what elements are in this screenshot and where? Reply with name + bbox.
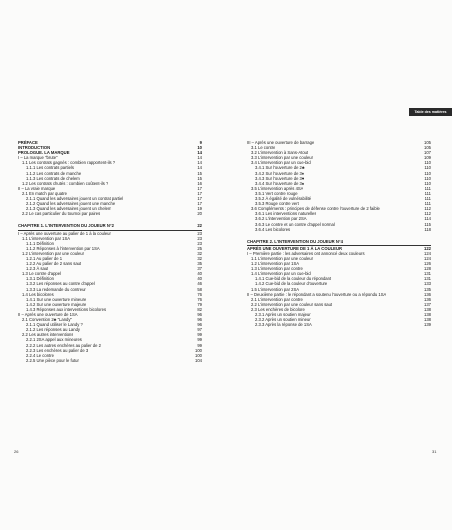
toc-entry-page: 124 <box>424 255 431 261</box>
toc-entry-page: 105 <box>424 145 431 151</box>
toc-entry-page: 22 <box>197 223 202 229</box>
toc-entry <box>18 223 202 228</box>
toc-entry-page: 112 <box>424 211 431 217</box>
toc-entry-page: 97 <box>197 327 202 333</box>
toc-entry-title: 2.3.2 Après un soutien mineur <box>255 317 311 323</box>
toc-entry <box>247 239 431 244</box>
toc-entry-page: 111 <box>424 196 431 202</box>
toc-entry-page: 96 <box>197 312 202 317</box>
toc-entry-page: 15 <box>197 170 202 176</box>
toc-entry-title: CHAPITRE 2. L'INTERVENTION DU JOUEUR N°4 <box>247 238 343 244</box>
toc-entry-page: 118 <box>424 226 431 232</box>
toc-entry-title: 1.4.1 Cue-bid de la couleur du répondant <box>255 276 332 282</box>
toc-entry-page: 110 <box>424 165 431 171</box>
toc-entry-page: 115 <box>424 221 431 227</box>
toc-entry-title: 1.1.2 Réponses à l'intervention par 1SA <box>26 245 100 251</box>
toc-entry-title: PRÉFACE <box>18 140 38 145</box>
toc-left-column <box>18 140 202 363</box>
toc-entry-title: 1.5 L'intervention par 2SA <box>251 286 300 292</box>
toc-entry-title: II – La vraie marque <box>18 185 56 191</box>
toc-entry-title: 2.1.2 Les réponses au Landy <box>26 327 81 333</box>
toc-entry-title: 3.4.2 Sur l'ouverture de 3♦ <box>255 170 305 176</box>
toc-entry-page: 138 <box>424 312 431 317</box>
toc-entry-page: 76 <box>197 296 202 302</box>
toc-entry-page: 122 <box>424 245 431 251</box>
toc-entry-title: 3.3 L'intervention par une couleur <box>251 155 314 161</box>
toc-entry-page: 23 <box>197 230 202 236</box>
toc-entry-page: 139 <box>424 322 431 328</box>
toc-entry-page: 110 <box>424 170 431 176</box>
toc-entry-title: 1.4 L'intervention par un cue-bid <box>251 271 311 277</box>
toc-entry-page: 40 <box>197 271 202 277</box>
toc-entry-page: 124 <box>424 250 431 256</box>
toc-entry-page: 25 <box>197 245 202 251</box>
toc-entry-title: 3.6.3 Le contre et un contre d'appel normal <box>255 221 335 227</box>
toc-entry-title: 3.6.2 L'intervention par 2SA <box>255 216 307 222</box>
toc-entry-title: I – Première partie : les adversaires ont annoncé deux couleurs <box>247 250 365 256</box>
toc-entry-title: 2.1.2 Quand les adversaires jouent une manche <box>26 201 116 207</box>
toc-entry-page: 111 <box>424 201 431 207</box>
toc-entry-title: 1.1 Les contrats gagnés : combien rapportent-ils ? <box>22 160 116 166</box>
toc-entry-title: 2.1.1 Quand utiliser le Landy ? <box>26 322 83 328</box>
toc-entry-page: 126 <box>424 261 431 267</box>
section-tab: Table des matières <box>409 108 452 116</box>
toc-entry-title: 3.5 L'intervention après 4SA <box>251 185 304 191</box>
toc-entry-title: 2.1 En match par quatre <box>22 190 67 196</box>
toc-entry-page: 23 <box>197 235 202 241</box>
toc-entry-title: 1.1.1 Les contrats partiels <box>26 165 74 171</box>
toc-entry-page: 20 <box>197 211 202 217</box>
toc-entry-title: 1.1 L'intervention par une couleur <box>251 255 314 261</box>
toc-entry-title: 1.1 L'intervention par 1SA <box>22 235 71 241</box>
toc-entry-page: 79 <box>197 301 202 307</box>
toc-entry-title: 2.2.1 2SA appel aux mineures <box>26 337 82 343</box>
toc-entry-title: 1.2 Les contrats chutés : combien coûtent-ils ? <box>22 180 109 186</box>
toc-entry <box>18 358 202 363</box>
toc-entry-title: 2.2 Le cas particulier du tournoi par paires <box>22 211 101 217</box>
toc-entry-title: 1.1.1 Définition <box>26 240 54 246</box>
toc-entry-page: 133 <box>424 281 431 287</box>
toc-entry-page: 112 <box>424 206 431 212</box>
toc-entry-title: 1.4.2 Sur une ouverture majeure <box>26 301 87 307</box>
toc-entry-page: 99 <box>197 337 202 343</box>
toc-entry-page: 40 <box>197 276 202 282</box>
toc-entry-title: APRÈS UNE OUVERTURE DE 1 À LA COULEUR <box>247 245 343 251</box>
toc-entry-page: 111 <box>424 185 431 191</box>
toc-entry-page: 136 <box>424 296 431 302</box>
toc-entry-title: 2.2.3 Les enchères au palier de 3 <box>26 347 89 353</box>
toc-entry-title: 1.2.1 Au palier de 1 <box>26 255 63 261</box>
toc-entry-page: 128 <box>424 266 431 272</box>
toc-entry-title: 3.5.3 Rouge contre vert <box>255 201 299 207</box>
toc-entry-page: 105 <box>424 140 431 145</box>
toc-entry-title: 1.1.3 Les contrats de chelem <box>26 175 80 181</box>
toc-entry-page: 138 <box>424 317 431 323</box>
toc-entry-page: 135 <box>424 286 431 292</box>
toc-entry-page: 110 <box>424 160 431 166</box>
toc-entry-title: I – Après une ouverture au palier de 1 à la couleur <box>18 230 111 236</box>
toc-entry-title: 3.1 Le contre <box>251 145 276 151</box>
toc-entry-title: CHAPITRE 1. L'INTERVENTION DU JOUEUR N°2 <box>18 223 114 229</box>
toc-entry-title: 3.5.2 À égalité de vulnérabilité <box>255 196 312 202</box>
toc-entry-page: 17 <box>197 185 202 191</box>
toc-entry-page: 35 <box>197 261 202 267</box>
toc-entry-page: 17 <box>197 190 202 196</box>
toc-entry-page: 17 <box>197 201 202 207</box>
toc-entry-title: 3.4 L'intervention par un cue-bid <box>251 160 311 166</box>
toc-entry-title: 1.2.2 Au palier de 2 sans saut <box>26 261 82 267</box>
toc-entry-page: 14 <box>197 165 202 171</box>
toc-entry-page: 14 <box>197 160 202 166</box>
toc-entry-page: 23 <box>197 240 202 246</box>
toc-entry-title: 3.6.1 Les interventions naturelles <box>255 211 317 217</box>
toc-entry-title: 3.2 L'intervention à Sans-Atout <box>251 150 309 156</box>
toc-entry-title: 3.6 Compléments : principes de défense contre l'ouverture de 2 faible <box>251 206 380 212</box>
toc-entry-title: 3.4.3 Sur l'ouverture de 3♥ <box>255 175 305 181</box>
toc-entry-title: 2.2.5 Une pièce pour le futur <box>26 357 79 363</box>
toc-entry-page: 136 <box>424 291 431 297</box>
toc-entry-page: 110 <box>424 180 431 186</box>
toc-entry-title: 1.3.1 Définition <box>26 276 54 282</box>
toc-entry-title: 2.2 L'intervention par une couleur sans saut <box>251 301 333 307</box>
toc-entry-page: 96 <box>197 322 202 328</box>
toc-entry-page: 137 <box>424 301 431 307</box>
toc-entry-page: 109 <box>424 155 431 161</box>
toc-entry-title: 2.3 Les enchères de bicolore <box>251 306 305 312</box>
toc-entry-title: INTRODUCTION <box>18 145 51 151</box>
toc-entry-title: 2.2.4 Le contre <box>26 352 54 358</box>
toc-entry-page: 114 <box>424 216 431 222</box>
toc-entry-title: 3.6.4 Les bicolores <box>255 226 291 232</box>
toc-entry-page: 19 <box>197 206 202 212</box>
toc-entry-title: 1.2 L'intervention par 1SA <box>251 261 300 267</box>
toc-entry-page: 82 <box>197 306 202 312</box>
toc-entry-title: 2.2.2 Les autres enchères au palier de 2 <box>26 342 101 348</box>
toc-entry-page: 76 <box>197 291 202 297</box>
toc-entry-page: 100 <box>195 352 202 358</box>
toc-entry-title: 2.1 Convention 2♣ "Landy" <box>22 317 72 323</box>
toc-entry-page: 99 <box>197 342 202 348</box>
toc-entry-title: II – Deuxième partie : le répondant a soutenu l'ouverture ou a répondu 1SA <box>247 291 387 297</box>
toc-entry-title: II – Après une ouverture de 1SA <box>18 312 78 317</box>
toc-right-column <box>247 140 431 327</box>
toc-entry-page: 32 <box>197 255 202 261</box>
toc-entry-title: 1.3.3 La redemande du contreur <box>26 286 86 292</box>
toc-entry-page: 96 <box>197 317 202 323</box>
toc-entry-page: 14 <box>197 155 202 161</box>
toc-entry-title: III – Après une ouverture de barrage <box>247 140 315 145</box>
toc-entry-title: 1.4.2 Cue-bid de la couleur d'ouverture <box>255 281 328 287</box>
toc-entry-page: 104 <box>195 357 202 363</box>
toc-entry <box>247 227 431 232</box>
toc-entry-title: 2.3.1 Après un soutien majeur <box>255 312 311 317</box>
toc-entry-page: 14 <box>197 150 202 156</box>
toc-entry-page: 100 <box>195 347 202 353</box>
toc-entry-page: 16 <box>197 180 202 186</box>
toc-entry-page: 15 <box>197 175 202 181</box>
toc-entry-page: 99 <box>197 332 202 338</box>
toc-entry-title: 2.1 L'intervention par contre <box>251 296 303 302</box>
toc-entry-page: 37 <box>197 266 202 272</box>
toc-entry-title: 3.4.1 Sur l'ouverture de 2♣ <box>255 165 305 171</box>
toc-entry-title: 1.2 L'intervention par une couleur <box>22 250 85 256</box>
toc-entry-title: 2.3.3 Après la réponse de 1SA <box>255 322 312 328</box>
toc-entry-page: 32 <box>197 250 202 256</box>
toc-entry-title: I – La marque "brute" <box>18 155 58 161</box>
toc-entry-title: 2.2 Les autres interventions <box>22 332 74 338</box>
toc-entry-title: 1.3.2 Les réponses au contre d'appel <box>26 281 95 287</box>
toc-entry-page: 17 <box>197 196 202 202</box>
toc-entry <box>247 322 431 327</box>
toc-entry-title: PROLOGUE. LA MARQUE <box>18 150 70 156</box>
toc-entry-title: 1.4.3 Réponses aux interventions bicolores <box>26 306 107 312</box>
toc-entry-page: 111 <box>424 190 431 196</box>
toc-entry-title: 1.4 Les bicolores <box>22 291 54 297</box>
toc-entry-page: 10 <box>197 145 202 151</box>
toc-entry-title: 1.3 Le contre d'appel <box>22 271 61 277</box>
page-number-right: 31 <box>432 449 437 454</box>
toc-entry-title: 3.4.4 Sur l'ouverture de 3♠ <box>255 180 305 186</box>
toc-entry-title: 1.4.1 Sur une ouverture mineure <box>26 296 87 302</box>
toc-entry-page: 46 <box>197 281 202 287</box>
toc-entry-title: 1.2.3 À saut <box>26 266 49 272</box>
toc-entry-page: 138 <box>424 306 431 312</box>
toc-entry-page: 107 <box>424 150 431 156</box>
toc-entry-page: 131 <box>424 276 431 282</box>
page-number-left: 26 <box>14 449 19 454</box>
toc-entry-title: 2.1.1 Quand les adversaires jouent un contrat partiel <box>26 196 124 202</box>
toc-entry-page: 58 <box>197 286 202 292</box>
toc-entry <box>18 211 202 216</box>
toc-entry-page: 9 <box>199 140 202 145</box>
toc-entry-page: 110 <box>424 175 431 181</box>
toc-entry-title: 1.3 L'intervention par contre <box>251 266 303 272</box>
toc-entry-title: 1.1.2 Les contrats de manche <box>26 170 82 176</box>
toc-entry-title: 3.5.1 Vert contre rouge <box>255 190 298 196</box>
toc-entry-page: 131 <box>424 271 431 277</box>
toc-entry-title: 2.1.3 Quand les adversaires jouent un chelem <box>26 206 112 212</box>
